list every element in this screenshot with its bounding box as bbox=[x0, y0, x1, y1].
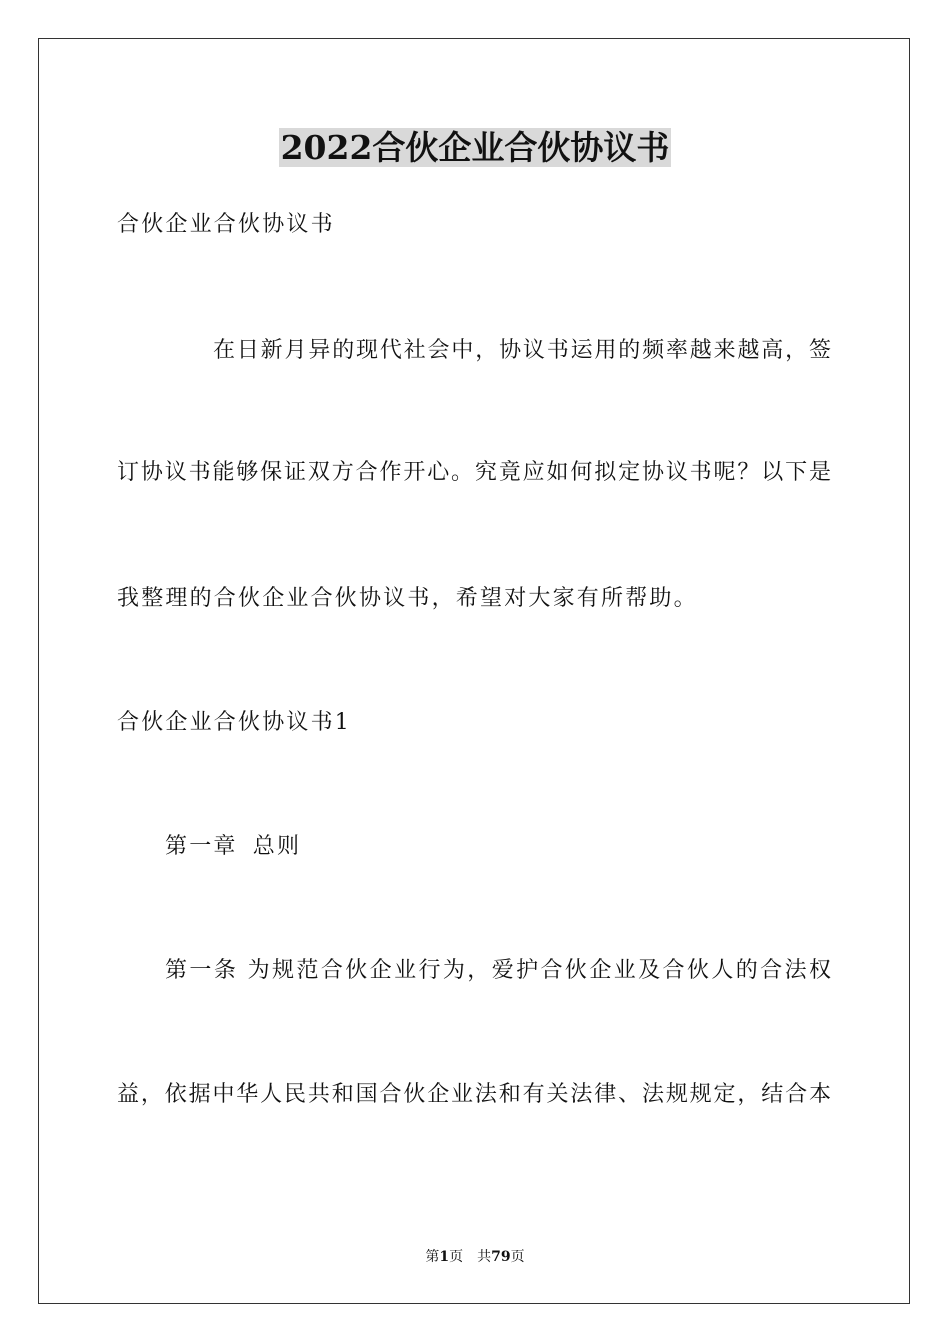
paragraph-line-3: 我整理的合伙企业合伙协议书，希望对大家有所帮助。 bbox=[117, 586, 698, 611]
footer-page-number: 1 bbox=[439, 1249, 450, 1265]
footer-total-pages: 79 bbox=[491, 1249, 511, 1265]
article-line-1: 第一条 为规范合伙企业行为，爱护合伙企业及合伙人的合法权 bbox=[165, 958, 831, 983]
footer-total-prefix: 共 bbox=[477, 1249, 492, 1265]
subtitle-line: 合伙企业合伙协议书 bbox=[117, 212, 335, 237]
document-title-text: 2022合伙企业合伙协议书 bbox=[280, 128, 670, 167]
article-line-2: 益，依据中华人民共和国合伙企业法和有关法律、法规规定，结合本 bbox=[117, 1082, 831, 1107]
page-footer bbox=[0, 1247, 950, 1267]
chapter-heading: 第一章 总则 bbox=[165, 834, 302, 859]
section-heading: 合伙企业合伙协议书1 bbox=[117, 710, 351, 735]
footer-page-prefix: 第 bbox=[425, 1249, 440, 1265]
footer-total-suffix: 页 bbox=[510, 1249, 525, 1265]
paragraph-line-1: 在日新月异的现代社会中，协议书运用的频率越来越高，签 bbox=[213, 338, 831, 363]
document-title bbox=[0, 126, 950, 170]
footer-page-suffix: 页 bbox=[449, 1249, 464, 1265]
paragraph-line-2: 订协议书能够保证双方合作开心。究竟应如何拟定协议书呢？以下是 bbox=[117, 460, 831, 485]
